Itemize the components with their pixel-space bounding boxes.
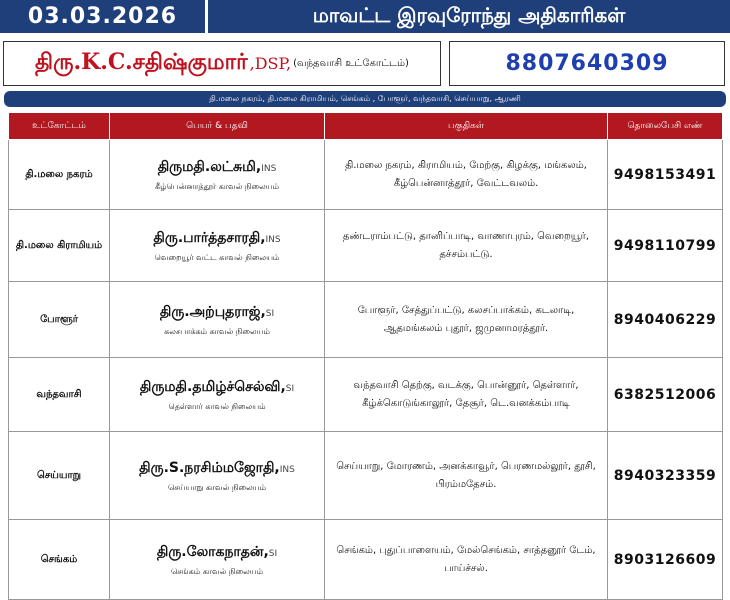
duty-officer-rank: ,DSP, <box>249 54 292 73</box>
table-header-row <box>9 113 723 140</box>
table-row <box>9 282 723 358</box>
row-officer-name: திரு.லோகநாதன், <box>156 543 269 560</box>
row-officer-station: கலசபாக்கம் காவல் நிலையம் <box>164 326 270 336</box>
row-subdivision: செங்கம் <box>9 520 110 600</box>
row-phone: 9498153491 <box>608 140 723 210</box>
officers-table <box>8 112 723 600</box>
row-officer-station: கீழ்பென்னாத்தூர் காவல் நிலையம் <box>154 181 280 191</box>
row-officer-name: திருமதி.லட்சுமி, <box>157 158 262 175</box>
column-header-subdivision: உட்கோட்டம் <box>9 113 110 140</box>
duty-officer-name: திரு.K.C.சதிஷ்குமார் <box>35 49 248 75</box>
row-officer <box>110 358 325 432</box>
row-officer-name: திரு.பார்த்தசாரதி, <box>153 229 266 246</box>
header-bar <box>0 0 730 33</box>
duty-officer-box <box>3 41 441 86</box>
table-row <box>9 140 723 210</box>
column-header-phone: தொலைபேசி எண் <box>608 113 723 140</box>
duty-officer-subdivision: (வந்தவாசி உட்கோட்டம்) <box>293 57 409 69</box>
row-officer-station: செய்யாறு காவல் நிலையம் <box>167 482 267 492</box>
row-officer-station: வெறையூர் வட்ட காவல் நிலையம் <box>154 252 280 262</box>
table-row <box>9 210 723 282</box>
row-phone: 8903126609 <box>608 520 723 600</box>
row-officer <box>110 432 325 520</box>
table-row <box>9 520 723 600</box>
row-subdivision: வந்தவாசி <box>9 358 110 432</box>
row-phone: 9498110799 <box>608 210 723 282</box>
row-subdivision: தி.மலை நகரம் <box>9 140 110 210</box>
row-areas: செங்கம், புதுப்பாளையம், மேல்செங்கம், சாத்தனூர் டேம், பாய்ச்சல். <box>325 520 608 600</box>
row-subdivision: செய்யாறு <box>9 432 110 520</box>
date-label: 03.03.2026 <box>27 4 178 29</box>
row-officer-rank: SI <box>265 308 275 319</box>
row-areas: செய்யாறு, மோரணம், அனக்காவூர், பெரணமல்லூர், தூசி, பிரம்மதேசம். <box>325 432 608 520</box>
table-row <box>9 358 723 432</box>
row-subdivision: போளூர் <box>9 282 110 358</box>
row-officer-rank: INS <box>279 464 295 475</box>
row-officer-name: திருமதி.தமிழ்ச்செல்வி, <box>139 378 286 395</box>
row-areas: போளூர், சேத்துப்பட்டு, கலசப்பாக்கம், கடலாடி, ஆதமங்கலம் புதூர், ஜமுனாமரத்தூர். <box>325 282 608 358</box>
row-officer <box>110 210 325 282</box>
row-officer-rank: SI <box>285 383 295 394</box>
row-officer-rank: INS <box>265 234 281 245</box>
row-phone: 6382512006 <box>608 358 723 432</box>
row-officer-name: திரு.S.நரசிம்மஜோதி, <box>139 459 280 476</box>
row-officer <box>110 140 325 210</box>
row-phone: 8940406229 <box>608 282 723 358</box>
column-header-areas: பகுதிகள் <box>325 113 608 140</box>
row-officer-station: தெள்ளார் காவல் நிலையம் <box>168 401 266 411</box>
row-areas: தி.மலை நகரம், கிராமியம், மேற்கு, கிழக்கு, மங்கலம், கீழ்பென்னாத்தூர், வேட்டவலம். <box>325 140 608 210</box>
duty-officer-phone: 8807640309 <box>449 41 725 86</box>
row-phone: 8940323359 <box>608 432 723 520</box>
row-areas: வந்தவாசி தெற்கு, வடக்கு, பொன்னூர், தெள்ளார், கீழ்க்கொடுங்காலூர், தேசூர், டெ.வனக்கம்பாடி <box>325 358 608 432</box>
row-officer-name: திரு.அற்புதராஜ், <box>159 303 266 320</box>
row-subdivision: தி.மலை கிராமியம் <box>9 210 110 282</box>
row-areas: தண்டராம்பட்டு, தானிப்பாடி, வாணாபுரம், வெறையூர், தச்சம்பட்டு. <box>325 210 608 282</box>
row-officer-rank: INS <box>261 163 277 174</box>
column-header-name-rank: பெயர் & பதவி <box>110 113 325 140</box>
page-title: மாவட்ட இரவுரோந்து அதிகாரிகள் <box>312 3 626 27</box>
row-officer <box>110 520 325 600</box>
row-officer <box>110 282 325 358</box>
coverage-banner: தி.மலை நகரம், தி.மலை கிராமியம், செங்கம் , போளூர், வந்தவாசி, செய்யாறு, ஆரணி <box>4 91 726 107</box>
row-officer-station: செங்கம் காவல் நிலையம் <box>170 566 264 576</box>
table-row <box>9 432 723 520</box>
row-officer-rank: SI <box>268 548 278 559</box>
duty-officer-row <box>3 41 725 88</box>
